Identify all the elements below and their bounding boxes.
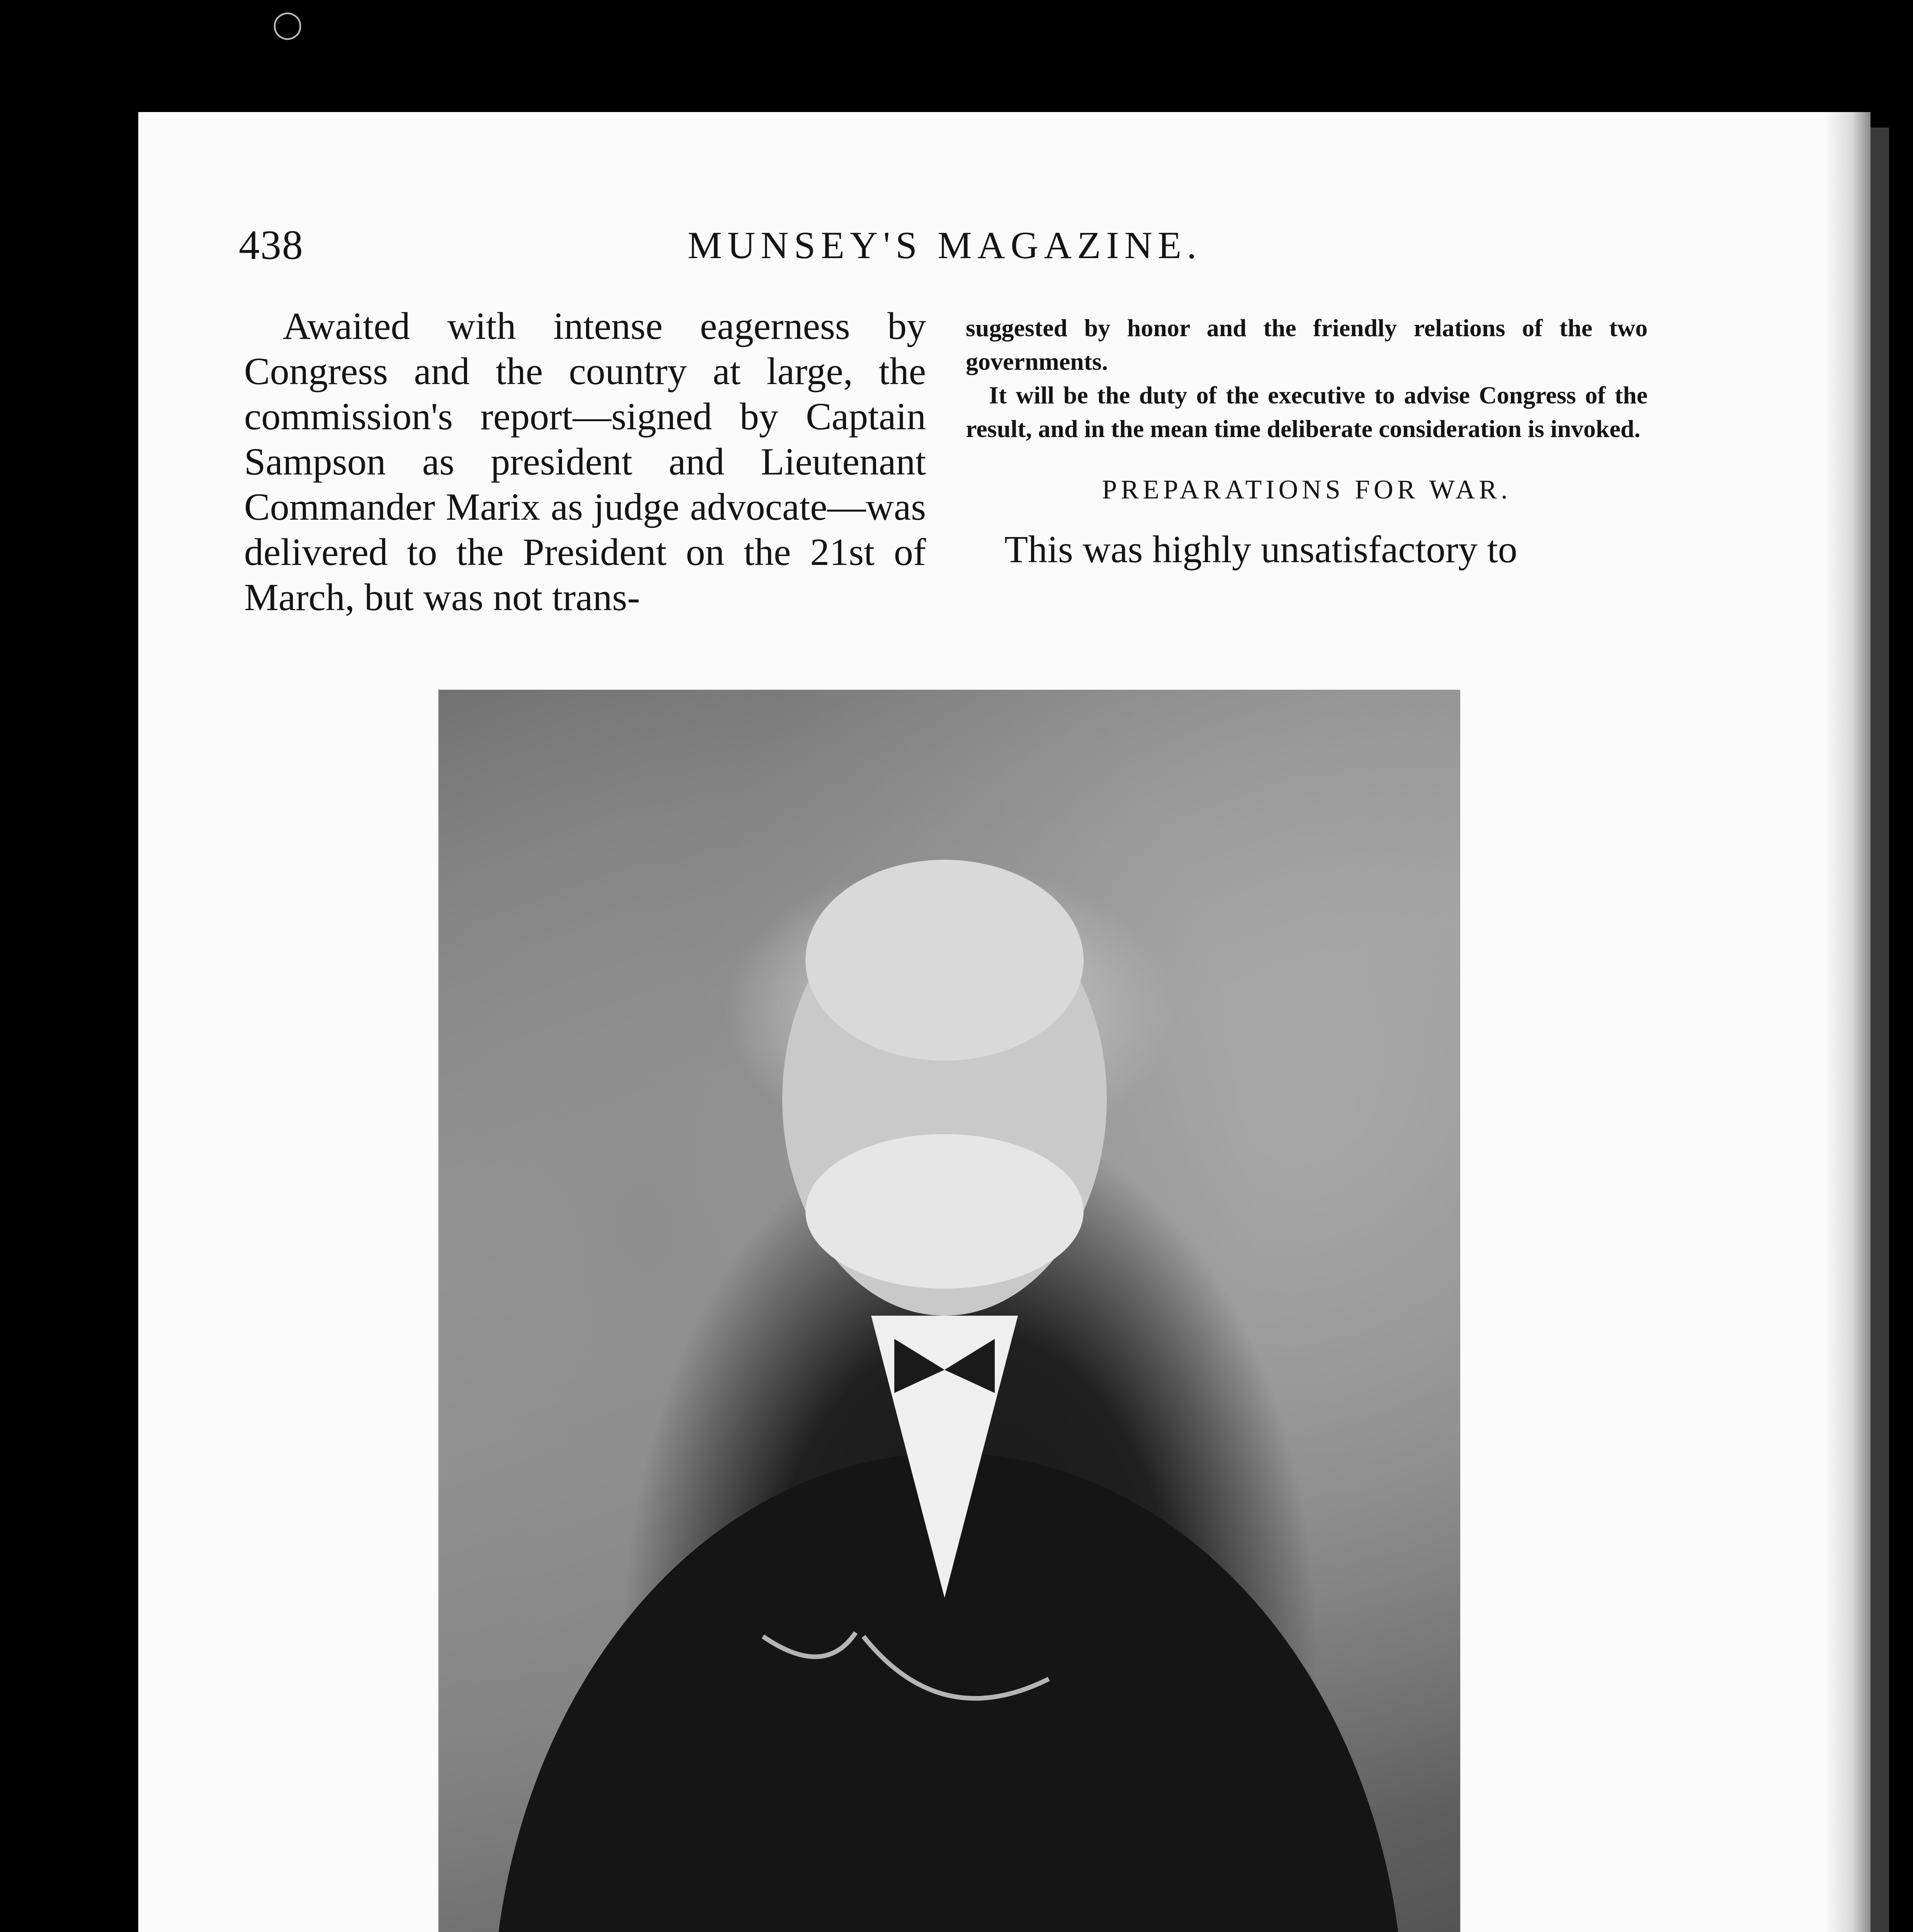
column-top-right — [966, 311, 1648, 572]
page-gutter-shadow — [1824, 112, 1871, 1932]
facing-page-edge — [1871, 128, 1889, 1932]
portrait-photograph — [438, 690, 1460, 1932]
page-header — [239, 218, 1651, 272]
column-top-left — [244, 303, 926, 620]
quote-paragraph: suggested by honor and the friendly relations of the two governments. — [966, 314, 1648, 375]
body-paragraph: This was highly unsatisfactory to — [1004, 528, 1517, 571]
running-head: MUNSEY'S MAGAZINE. — [687, 224, 1202, 267]
page-number: 438 — [239, 222, 304, 268]
body-paragraph: Awaited with intense eagerness by Congress and the country at large, the commission's report—signed by Captain Sampson as president and Lieutenant Commander Marix as judge advocate—was delivered to the President on the 21st of March, but was not trans- — [244, 304, 926, 619]
portrait-figure — [438, 690, 1460, 1932]
section-subhead: PREPARATIONS FOR WAR. — [1102, 475, 1512, 505]
corner-mark: ◯ — [272, 8, 303, 40]
quote-paragraph: It will be the duty of the executive to advise Congress of the result, and in the mean time deliberate consideration is invoked. — [966, 381, 1648, 442]
